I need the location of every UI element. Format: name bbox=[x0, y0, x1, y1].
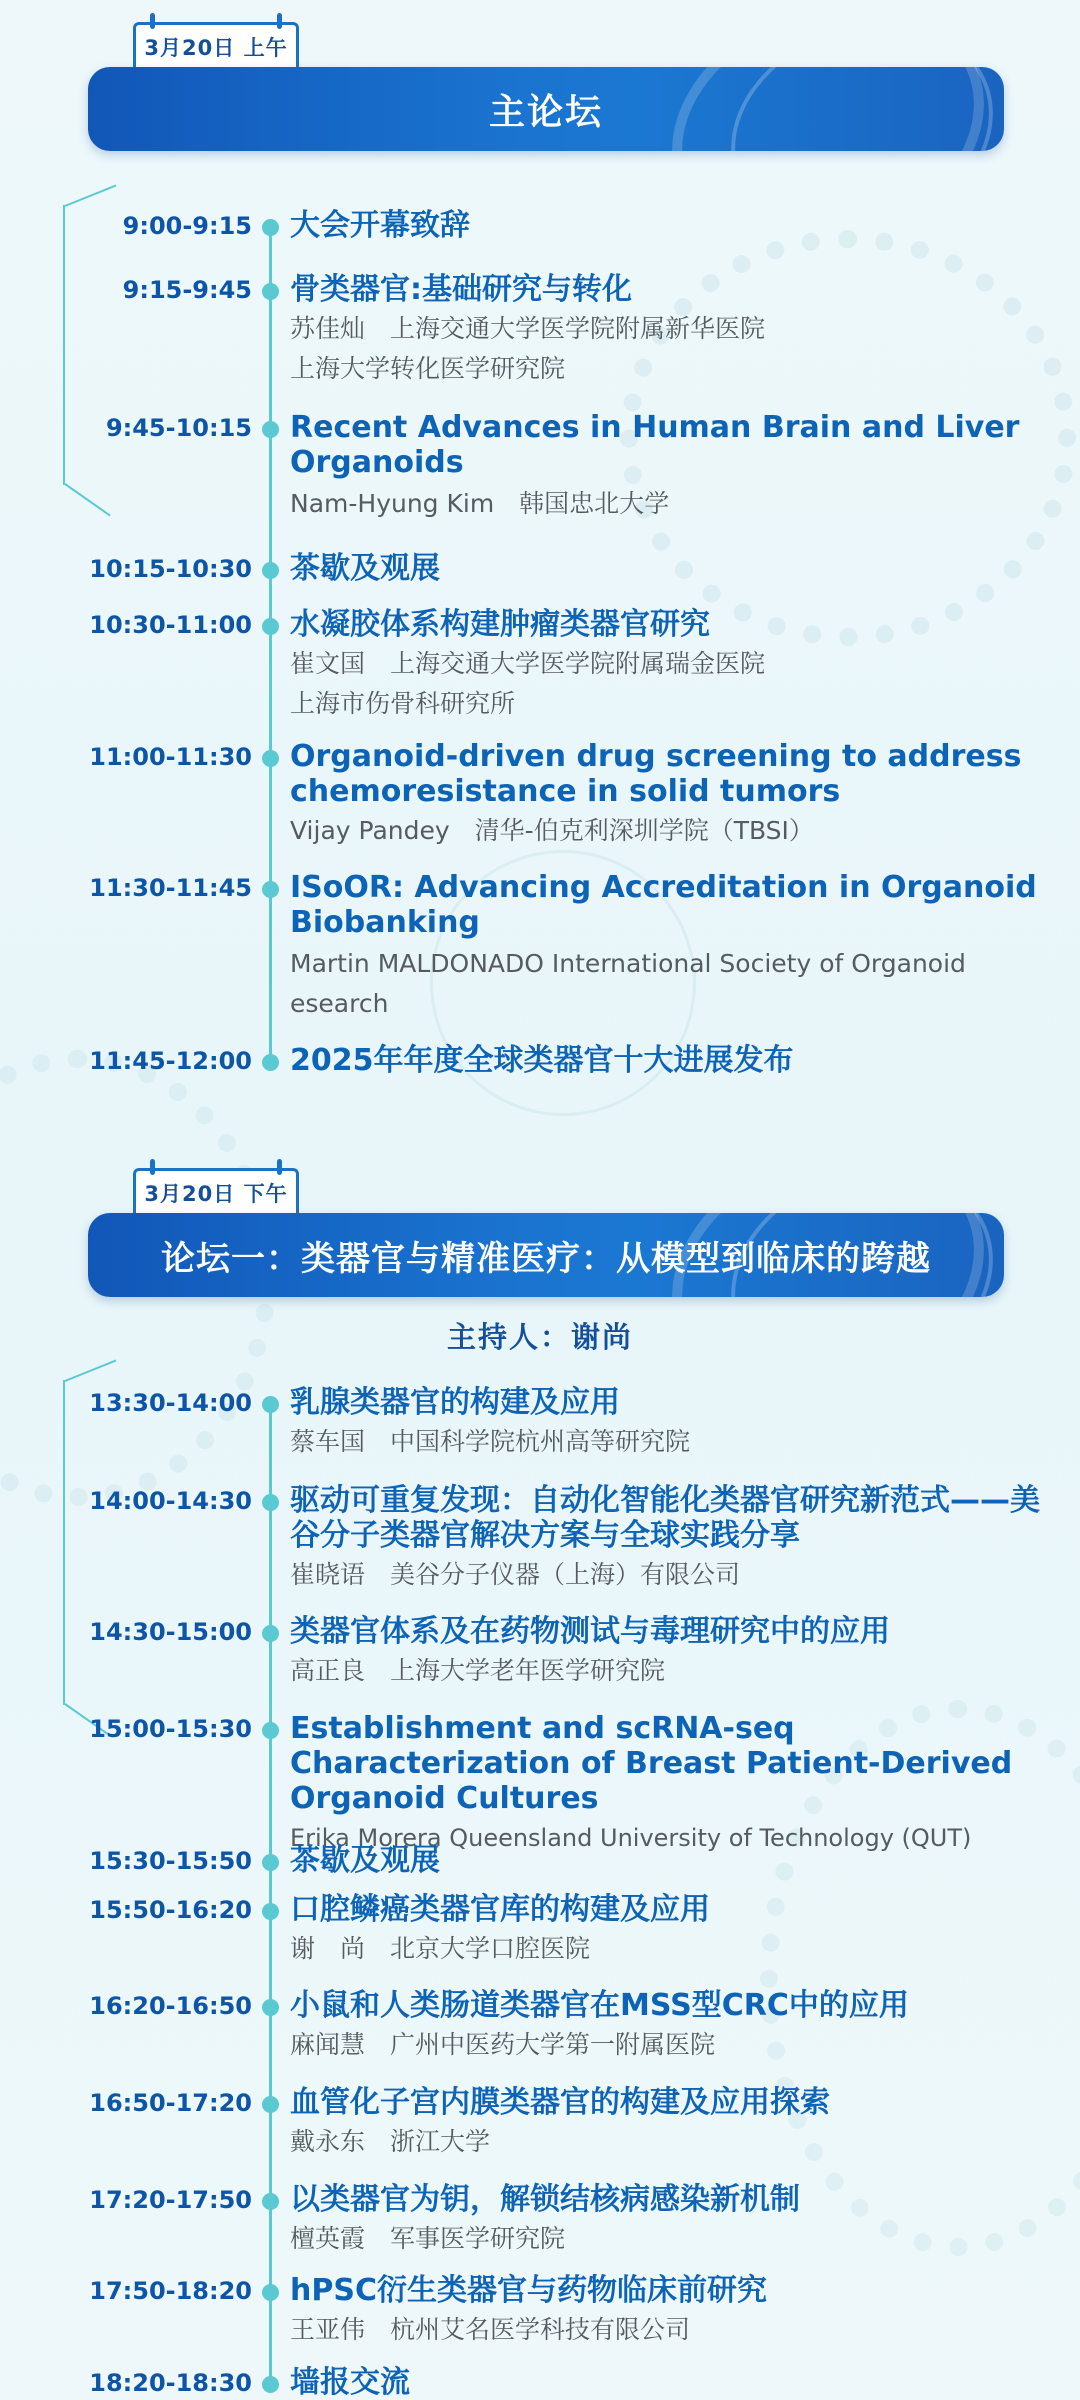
schedule-speaker: Erika Morera Queensland University of Technology (QUT) bbox=[290, 1824, 972, 1852]
timeline-dot-icon bbox=[262, 2284, 279, 2301]
schedule-speaker: 蔡车国 中国科学院杭州高等研究院 bbox=[290, 1427, 691, 1456]
schedule-title: 以类器官为钥，解锁结核病感染新机制 bbox=[290, 2182, 800, 2217]
schedule-time: 15:30-15:50 bbox=[89, 1847, 252, 1875]
timeline-dot-icon bbox=[262, 881, 279, 898]
schedule-time: 11:45-12:00 bbox=[89, 1047, 252, 1075]
schedule-speaker: 戴永东 浙江大学 bbox=[290, 2127, 491, 2156]
session1-timeline-line bbox=[269, 225, 272, 1060]
timeline-dot-icon bbox=[262, 1999, 279, 2016]
session1-date-tab bbox=[133, 22, 299, 68]
schedule-speaker: Nam-Hyung Kim 韩国忠北大学 bbox=[290, 489, 670, 518]
schedule-speaker: 苏佳灿 上海交通大学医学院附属新华医院 bbox=[290, 314, 766, 343]
schedule-title: 2025年年度全球类器官十大进展发布 bbox=[290, 1043, 794, 1078]
schedule-time: 10:30-11:00 bbox=[89, 611, 252, 639]
schedule-time: 16:20-16:50 bbox=[89, 1992, 252, 2020]
schedule-speaker: 谢 尚 北京大学口腔医院 bbox=[290, 1934, 591, 1963]
schedule-title: Establishment and scRNA-seq Characterization of Breast Patient-Derived Organoid Cultures bbox=[290, 1711, 1013, 1816]
schedule-title: 大会开幕致辞 bbox=[290, 208, 470, 243]
calendar-ring-icon bbox=[277, 13, 282, 29]
session1-title: 主论坛 bbox=[488, 91, 603, 133]
session2-host: 主持人：谢尚 bbox=[446, 1320, 633, 1354]
schedule-speaker: Martin MALDONADO International Society of Organoid esearch bbox=[290, 949, 966, 1018]
timeline-dot-icon bbox=[262, 750, 279, 767]
schedule-time: 15:00-15:30 bbox=[89, 1715, 252, 1743]
session2-title: 论坛一：类器官与精准医疗：从模型到临床的跨越 bbox=[161, 1238, 931, 1279]
schedule-title: 口腔鳞癌类器官库的构建及应用 bbox=[290, 1892, 710, 1927]
schedule-time: 9:00-9:15 bbox=[122, 212, 252, 240]
calendar-ring-icon bbox=[277, 1159, 282, 1175]
session1-banner bbox=[88, 67, 1004, 151]
schedule-title: 墙报交流 bbox=[290, 2365, 410, 2400]
schedule-time: 15:50-16:20 bbox=[89, 1896, 252, 1924]
session2-timeline-line bbox=[269, 1400, 272, 2385]
schedule-title: 茶歇及观展 bbox=[290, 551, 440, 586]
session2-banner bbox=[88, 1213, 1004, 1297]
timeline-dot-icon bbox=[262, 2193, 279, 2210]
schedule-time: 11:00-11:30 bbox=[89, 743, 252, 771]
schedule-speaker: 高正良 上海大学老年医学研究院 bbox=[290, 1656, 666, 1685]
timeline-dot-icon bbox=[262, 2376, 279, 2393]
calendar-ring-icon bbox=[150, 13, 155, 29]
schedule-title: Organoid-driven drug screening to address chemoresistance in solid tumors bbox=[290, 739, 1022, 809]
timeline-dot-icon bbox=[262, 1396, 279, 1413]
timeline-dot-icon bbox=[262, 1903, 279, 1920]
schedule-time: 14:00-14:30 bbox=[89, 1487, 252, 1515]
session2-date-label: 3月20日 下午 bbox=[144, 1181, 288, 1206]
schedule-title: 小鼠和人类肠道类器官在MSS型CRC中的应用 bbox=[290, 1988, 909, 2023]
schedule-title: 驱动可重复发现：自动化智能化类器官研究新范式——美谷分子类器官解决方案与全球实践分享 bbox=[290, 1483, 1040, 1553]
timeline-dot-icon bbox=[262, 283, 279, 300]
timeline-dot-icon bbox=[262, 219, 279, 236]
schedule-time: 18:20-18:30 bbox=[89, 2369, 252, 2397]
schedule-speaker: 麻闻慧 广州中医药大学第一附属医院 bbox=[290, 2030, 716, 2059]
schedule-time: 17:50-18:20 bbox=[89, 2277, 252, 2305]
schedule-affiliation: 上海大学转化医学研究院 bbox=[290, 354, 566, 383]
schedule-title: Recent Advances in Human Brain and Liver Organoids bbox=[290, 410, 1020, 480]
schedule-title: hPSC衍生类器官与药物临床前研究 bbox=[290, 2273, 767, 2308]
calendar-ring-icon bbox=[150, 1159, 155, 1175]
schedule-speaker: 崔文国 上海交通大学医学院附属瑞金医院 bbox=[290, 649, 766, 678]
session2-date-tab bbox=[133, 1168, 299, 1214]
schedule-time: 13:30-14:00 bbox=[89, 1389, 252, 1417]
schedule-speaker: 崔晓语 美谷分子仪器（上海）有限公司 bbox=[290, 1560, 741, 1589]
session1-date-label: 3月20日 上午 bbox=[144, 35, 288, 60]
schedule-title: 茶歇及观展 bbox=[290, 1843, 440, 1878]
schedule-speaker: Vijay Pandey 清华-伯克利深圳学院（TBSI） bbox=[290, 816, 814, 845]
timeline-dot-icon bbox=[262, 1054, 279, 1071]
schedule-title: 血管化子宫内膜类器官的构建及应用探索 bbox=[290, 2085, 830, 2120]
schedule-time: 11:30-11:45 bbox=[89, 874, 252, 902]
schedule-title: 骨类器官:基础研究与转化 bbox=[290, 272, 632, 307]
timeline-dot-icon bbox=[262, 1494, 279, 1511]
schedule-time: 10:15-10:30 bbox=[89, 555, 252, 583]
timeline-dot-icon bbox=[262, 1722, 279, 1739]
schedule-time: 17:20-17:50 bbox=[89, 2186, 252, 2214]
timeline-dot-icon bbox=[262, 421, 279, 438]
schedule-speaker: 檀英霞 军事医学研究院 bbox=[290, 2224, 566, 2253]
timeline-dot-icon bbox=[262, 2096, 279, 2113]
schedule-affiliation: 上海市伤骨科研究所 bbox=[290, 689, 516, 718]
schedule-speaker: 王亚伟 杭州艾名医学科技有限公司 bbox=[290, 2315, 691, 2344]
timeline-bracket bbox=[63, 205, 120, 485]
schedule-title: 水凝胶体系构建肿瘤类器官研究 bbox=[290, 607, 710, 642]
schedule-title: ISoOR: Advancing Accreditation in Organoid Biobanking bbox=[290, 870, 1037, 940]
timeline-dot-icon bbox=[262, 1625, 279, 1642]
timeline-bracket bbox=[63, 1380, 120, 1705]
timeline-dot-icon bbox=[262, 1854, 279, 1871]
schedule-title: 乳腺类器官的构建及应用 bbox=[290, 1385, 620, 1420]
timeline-dot-icon bbox=[262, 562, 279, 579]
schedule-time: 14:30-15:00 bbox=[89, 1618, 252, 1646]
schedule-title: 类器官体系及在药物测试与毒理研究中的应用 bbox=[290, 1614, 890, 1649]
schedule-time: 16:50-17:20 bbox=[89, 2089, 252, 2117]
schedule-time: 9:45-10:15 bbox=[105, 414, 252, 442]
timeline-dot-icon bbox=[262, 618, 279, 635]
schedule-time: 9:15-9:45 bbox=[122, 276, 252, 304]
